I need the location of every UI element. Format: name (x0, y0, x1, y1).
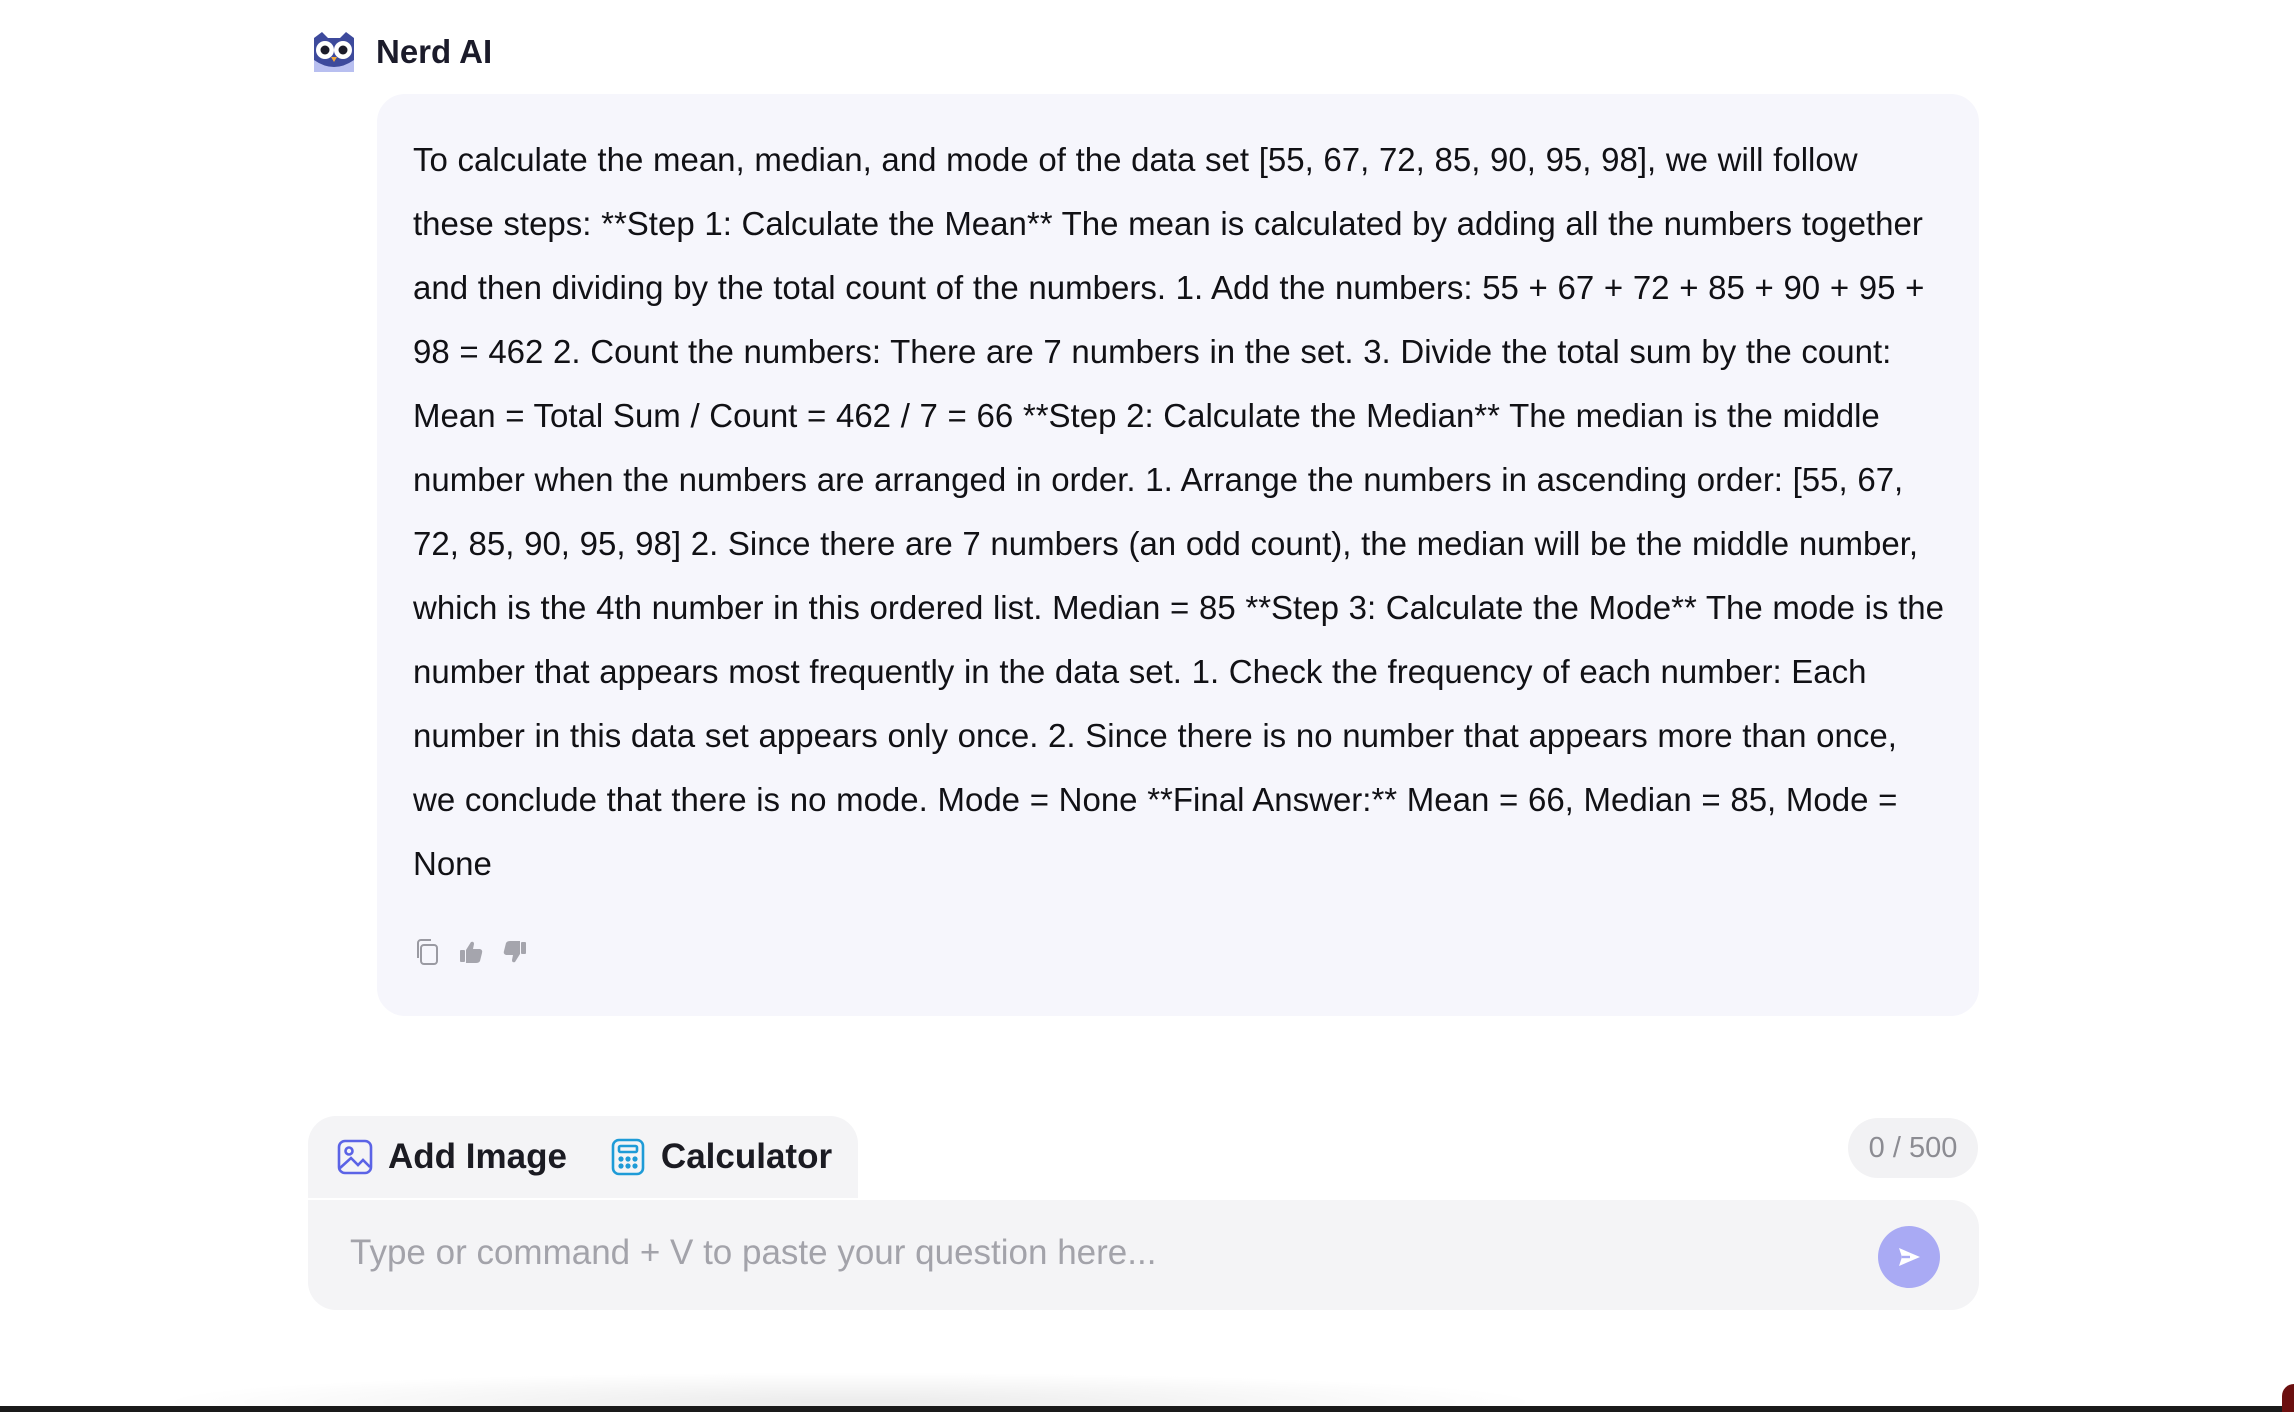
calculator-button[interactable] (609, 1137, 832, 1177)
input-tools-bar (308, 1116, 858, 1198)
calculator-icon (609, 1138, 647, 1176)
send-icon (1895, 1243, 1923, 1271)
character-counter: 0 / 500 (1848, 1118, 1978, 1178)
send-button[interactable] (1878, 1226, 1940, 1288)
thumbs-down-icon[interactable] (499, 936, 531, 968)
assistant-header (310, 20, 492, 84)
owl-icon (310, 28, 358, 76)
question-input[interactable] (348, 1222, 1832, 1284)
assistant-name: Nerd AI (376, 33, 493, 70)
window-bottom-edge (0, 1406, 2294, 1412)
calculator-label: Calculator (660, 1137, 833, 1176)
answer-bubble (377, 94, 1979, 1016)
add-image-button[interactable] (336, 1137, 567, 1177)
add-image-label: Add Image (388, 1137, 567, 1176)
copy-icon[interactable] (411, 936, 443, 968)
thumbs-up-icon[interactable] (455, 936, 487, 968)
image-icon (336, 1138, 374, 1176)
question-input-box (308, 1200, 1979, 1310)
feedback-actions (411, 936, 531, 968)
window-corner (2282, 1384, 2294, 1412)
answer-text: To calculate the mean, median, and mode of the data set [55, 67, 72, 85, 90, 95, 98], we will follow these steps: **Step 1: Calculate the Mean** The mean is calculated by adding all the numbers together and then dividing by the total count of the numbers. 1. Add the numbers: 55 + 67 + 72 + 85 + 90 + 95 + 98 = 462 2. Count the numbers: There are 7 numbers in the set. 3. Divide the total sum by the count: Mean = Total Sum / Count = 462 / 7 = 66 **Step 2: Calculate the Median** The median is the middle number when the numbers are arranged in order. 1. Arrange the numbers in ascending order: [55, 67, 72, 85, 90, 95, 98] 2. Since there are 7 numbers (an odd count), the median will be the middle number, which is the 4th number in this ordered list. Median = 85 **Step 3: Calculate the Mode** The mode is the number that appears most frequently in the data set. 1. Check the frequency of each number: Each number in this data set appears only once. 2. Since there is no number that appears more than once, we conclude that there is no mode. Mode = None **Final Answer:** Mean = 66, Median = 85, Mode = None (413, 141, 1944, 882)
